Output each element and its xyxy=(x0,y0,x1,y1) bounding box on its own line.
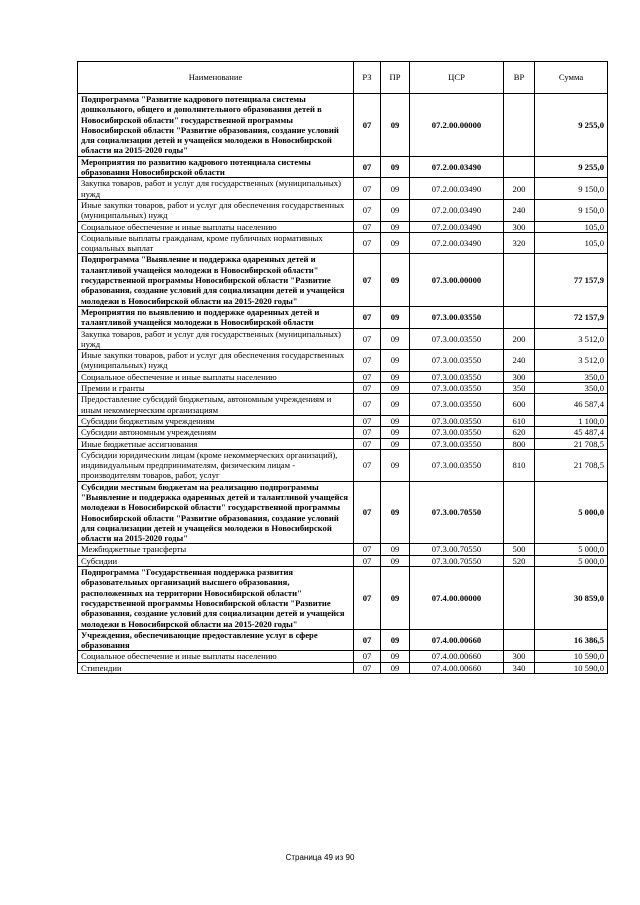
cell-csr: 07.3.00.03550 xyxy=(410,383,504,394)
cell-pr: 09 xyxy=(381,555,410,566)
cell-vr xyxy=(504,629,535,651)
cell-csr: 07.3.00.70550 xyxy=(410,481,504,544)
table-row xyxy=(78,371,608,382)
cell-csr: 07.3.00.03550 xyxy=(410,371,504,382)
cell-sum: 5 000,0 xyxy=(535,544,608,555)
cell-csr: 07.2.00.03490 xyxy=(410,199,504,221)
cell-sum: 21 708,5 xyxy=(535,438,608,449)
cell-name: Закупка товаров, работ и услуг для государственных (муниципальных) нужд xyxy=(78,328,354,350)
table-row xyxy=(78,394,608,416)
cell-pr: 09 xyxy=(381,232,410,254)
cell-rz: 07 xyxy=(354,651,381,662)
table-row xyxy=(78,555,608,566)
cell-vr: 610 xyxy=(504,415,535,426)
cell-pr: 09 xyxy=(381,427,410,438)
cell-name: Социальное обеспечение и иные выплаты населению xyxy=(78,221,354,232)
cell-rz: 07 xyxy=(354,328,381,350)
table-row xyxy=(78,306,608,328)
cell-csr: 07.3.00.03550 xyxy=(410,415,504,426)
cell-rz: 07 xyxy=(354,156,381,178)
cell-vr: 200 xyxy=(504,178,535,200)
cell-sum: 9 255,0 xyxy=(535,94,608,157)
cell-rz: 07 xyxy=(354,567,381,630)
cell-csr: 07.3.00.03550 xyxy=(410,394,504,416)
cell-pr: 09 xyxy=(381,662,410,673)
cell-sum: 9 255,0 xyxy=(535,156,608,178)
cell-name: Премии и гранты xyxy=(78,383,354,394)
cell-csr: 07.3.00.70550 xyxy=(410,544,504,555)
cell-csr: 07.3.00.03550 xyxy=(410,306,504,328)
cell-vr xyxy=(504,94,535,157)
cell-vr: 520 xyxy=(504,555,535,566)
cell-vr: 800 xyxy=(504,438,535,449)
cell-name: Субсидии местным бюджетам на реализацию подпрограммы "Выявление и поддержка одаренных детей и талантливой учащейся молодежи в Новосибирской области" государственной программы Новосибирской области "Развитие образования, создание условий для социализации детей и учащейся молодежи в Новосибирской области на 2015-2020 годы" xyxy=(78,481,354,544)
cell-pr: 09 xyxy=(381,415,410,426)
table-row xyxy=(78,232,608,254)
cell-pr: 09 xyxy=(381,651,410,662)
table-row xyxy=(78,383,608,394)
header-pr: ПР xyxy=(381,62,410,94)
cell-sum: 1 100,0 xyxy=(535,415,608,426)
cell-name: Иные закупки товаров, работ и услуг для обеспечения государственных (муниципальных) нужд xyxy=(78,199,354,221)
cell-csr: 07.3.00.03550 xyxy=(410,449,504,481)
cell-pr: 09 xyxy=(381,567,410,630)
cell-rz: 07 xyxy=(354,221,381,232)
cell-rz: 07 xyxy=(354,555,381,566)
cell-csr: 07.3.00.03550 xyxy=(410,328,504,350)
budget-table xyxy=(77,61,608,674)
cell-vr: 620 xyxy=(504,427,535,438)
cell-rz: 07 xyxy=(354,94,381,157)
cell-pr: 09 xyxy=(381,371,410,382)
cell-rz: 07 xyxy=(354,371,381,382)
cell-name: Субсидии автономным учреждениям xyxy=(78,427,354,438)
cell-name: Учреждения, обеспечивающие предоставление услуг в сфере образования xyxy=(78,629,354,651)
page-footer: Страница 49 из 90 xyxy=(285,853,355,862)
cell-csr: 07.3.00.03550 xyxy=(410,438,504,449)
cell-csr: 07.4.00.00660 xyxy=(410,662,504,673)
cell-vr: 320 xyxy=(504,232,535,254)
cell-sum: 10 590,0 xyxy=(535,651,608,662)
cell-vr: 810 xyxy=(504,449,535,481)
cell-pr: 09 xyxy=(381,94,410,157)
cell-pr: 09 xyxy=(381,328,410,350)
cell-csr: 07.3.00.00000 xyxy=(410,254,504,306)
cell-sum: 30 859,0 xyxy=(535,567,608,630)
cell-pr: 09 xyxy=(381,254,410,306)
cell-name: Социальное обеспечение и иные выплаты населению xyxy=(78,371,354,382)
cell-rz: 07 xyxy=(354,254,381,306)
cell-rz: 07 xyxy=(354,629,381,651)
header-rz: РЗ xyxy=(354,62,381,94)
cell-rz: 07 xyxy=(354,350,381,372)
cell-vr: 350 xyxy=(504,383,535,394)
cell-name: Иные бюджетные ассигнования xyxy=(78,438,354,449)
cell-pr: 09 xyxy=(381,156,410,178)
table-row xyxy=(78,651,608,662)
cell-pr: 09 xyxy=(381,544,410,555)
header-sum: Сумма xyxy=(535,62,608,94)
cell-name: Социальные выплаты гражданам, кроме публичных нормативных социальных выплат xyxy=(78,232,354,254)
header-name: Наименование xyxy=(78,62,354,94)
cell-vr: 300 xyxy=(504,221,535,232)
table-row xyxy=(78,350,608,372)
cell-sum: 105,0 xyxy=(535,232,608,254)
cell-pr: 09 xyxy=(381,449,410,481)
table-row xyxy=(78,662,608,673)
cell-pr: 09 xyxy=(381,481,410,544)
cell-name: Мероприятия по выявлению и поддержке одаренных детей и талантливой учащейся молодежи в Новосибирской области xyxy=(78,306,354,328)
cell-name: Подпрограмма "Государственная поддержка развития образовательных организаций высшего образования, расположенных на территории Новосибирской области" государственной программы Новосибирской области "Развитие образования, создание условий для социализации детей и учащейся молодежи в Новосибирской области на 2015-2020 годы" xyxy=(78,567,354,630)
table-row xyxy=(78,415,608,426)
cell-name: Социальное обеспечение и иные выплаты населению xyxy=(78,651,354,662)
cell-csr: 07.4.00.00000 xyxy=(410,567,504,630)
cell-rz: 07 xyxy=(354,449,381,481)
cell-vr: 300 xyxy=(504,371,535,382)
cell-vr xyxy=(504,254,535,306)
cell-vr: 240 xyxy=(504,350,535,372)
table-row xyxy=(78,438,608,449)
cell-sum: 16 386,5 xyxy=(535,629,608,651)
cell-sum: 77 157,9 xyxy=(535,254,608,306)
cell-rz: 07 xyxy=(354,199,381,221)
cell-vr: 600 xyxy=(504,394,535,416)
cell-vr: 240 xyxy=(504,199,535,221)
header-vr: ВР xyxy=(504,62,535,94)
cell-pr: 09 xyxy=(381,383,410,394)
cell-csr: 07.2.00.03490 xyxy=(410,232,504,254)
cell-rz: 07 xyxy=(354,481,381,544)
table-header-row xyxy=(78,62,608,94)
cell-sum: 3 512,0 xyxy=(535,328,608,350)
cell-name: Мероприятия по развитию кадрового потенциала системы образования Новосибирской области xyxy=(78,156,354,178)
header-csr: ЦСР xyxy=(410,62,504,94)
cell-vr: 300 xyxy=(504,651,535,662)
cell-pr: 09 xyxy=(381,178,410,200)
table-row xyxy=(78,156,608,178)
cell-pr: 09 xyxy=(381,438,410,449)
cell-sum: 45 487,4 xyxy=(535,427,608,438)
cell-pr: 09 xyxy=(381,629,410,651)
cell-rz: 07 xyxy=(354,178,381,200)
cell-pr: 09 xyxy=(381,394,410,416)
table-row xyxy=(78,328,608,350)
table-body xyxy=(78,94,608,674)
cell-sum: 9 150,0 xyxy=(535,178,608,200)
table-row xyxy=(78,544,608,555)
cell-name: Предоставление субсидий бюджетным, автономным учреждениям и иным некоммерческим организациям xyxy=(78,394,354,416)
cell-rz: 07 xyxy=(354,232,381,254)
table-row xyxy=(78,427,608,438)
cell-sum: 3 512,0 xyxy=(535,350,608,372)
table-row xyxy=(78,254,608,306)
cell-sum: 350,0 xyxy=(535,383,608,394)
table-row xyxy=(78,199,608,221)
cell-vr: 340 xyxy=(504,662,535,673)
cell-rz: 07 xyxy=(354,415,381,426)
cell-pr: 09 xyxy=(381,306,410,328)
cell-sum: 350,0 xyxy=(535,371,608,382)
cell-name: Стипендии xyxy=(78,662,354,673)
cell-csr: 07.2.00.03490 xyxy=(410,156,504,178)
table-row xyxy=(78,629,608,651)
cell-csr: 07.3.00.03550 xyxy=(410,350,504,372)
cell-sum: 21 708,5 xyxy=(535,449,608,481)
cell-sum: 10 590,0 xyxy=(535,662,608,673)
cell-sum: 72 157,9 xyxy=(535,306,608,328)
table-row xyxy=(78,481,608,544)
cell-name: Подпрограмма "Выявление и поддержка одаренных детей и талантливой учащейся молодежи в Новосибирской области" государственной программы Новосибирской области "Развитие образования, создание условий для социализации детей и учащейся молодежи в Новосибирской области на 2015-2020 годы" xyxy=(78,254,354,306)
cell-rz: 07 xyxy=(354,383,381,394)
cell-rz: 07 xyxy=(354,306,381,328)
cell-csr: 07.3.00.70550 xyxy=(410,555,504,566)
cell-rz: 07 xyxy=(354,394,381,416)
cell-vr xyxy=(504,156,535,178)
cell-pr: 09 xyxy=(381,350,410,372)
cell-sum: 5 000,0 xyxy=(535,555,608,566)
table-row xyxy=(78,221,608,232)
cell-vr xyxy=(504,481,535,544)
cell-csr: 07.2.00.03490 xyxy=(410,221,504,232)
cell-name: Иные закупки товаров, работ и услуг для обеспечения государственных (муниципальных) нужд xyxy=(78,350,354,372)
cell-vr xyxy=(504,567,535,630)
cell-rz: 07 xyxy=(354,427,381,438)
cell-csr: 07.2.00.00000 xyxy=(410,94,504,157)
cell-sum: 9 150,0 xyxy=(535,199,608,221)
cell-name: Субсидии бюджетным учреждениям xyxy=(78,415,354,426)
table-row xyxy=(78,449,608,481)
cell-vr: 500 xyxy=(504,544,535,555)
cell-pr: 09 xyxy=(381,199,410,221)
table-row xyxy=(78,94,608,157)
cell-name: Субсидии xyxy=(78,555,354,566)
cell-csr: 07.2.00.03490 xyxy=(410,178,504,200)
table-row xyxy=(78,567,608,630)
cell-sum: 105,0 xyxy=(535,221,608,232)
table-row xyxy=(78,178,608,200)
cell-name: Межбюджетные трансферты xyxy=(78,544,354,555)
cell-csr: 07.3.00.03550 xyxy=(410,427,504,438)
cell-pr: 09 xyxy=(381,221,410,232)
cell-vr xyxy=(504,306,535,328)
cell-sum: 46 587,4 xyxy=(535,394,608,416)
cell-vr: 200 xyxy=(504,328,535,350)
cell-name: Субсидии юридическим лицам (кроме некоммерческих организаций), индивидуальным предпринимателям, физическим лицам - производителям товаров, работ, услуг xyxy=(78,449,354,481)
cell-sum: 5 000,0 xyxy=(535,481,608,544)
cell-csr: 07.4.00.00660 xyxy=(410,629,504,651)
cell-rz: 07 xyxy=(354,544,381,555)
cell-csr: 07.4.00.00660 xyxy=(410,651,504,662)
cell-rz: 07 xyxy=(354,438,381,449)
cell-name: Закупка товаров, работ и услуг для государственных (муниципальных) нужд xyxy=(78,178,354,200)
cell-name: Подпрограмма "Развитие кадрового потенциала системы дошкольного, общего и дополнительного образования детей в Новосибирской области" государственной программы Новосибирской области "Развитие образования, создание условий для социализации детей и учащейся молодежи в Новосибирской области на 2015-2020 годы" xyxy=(78,94,354,157)
cell-rz: 07 xyxy=(354,662,381,673)
